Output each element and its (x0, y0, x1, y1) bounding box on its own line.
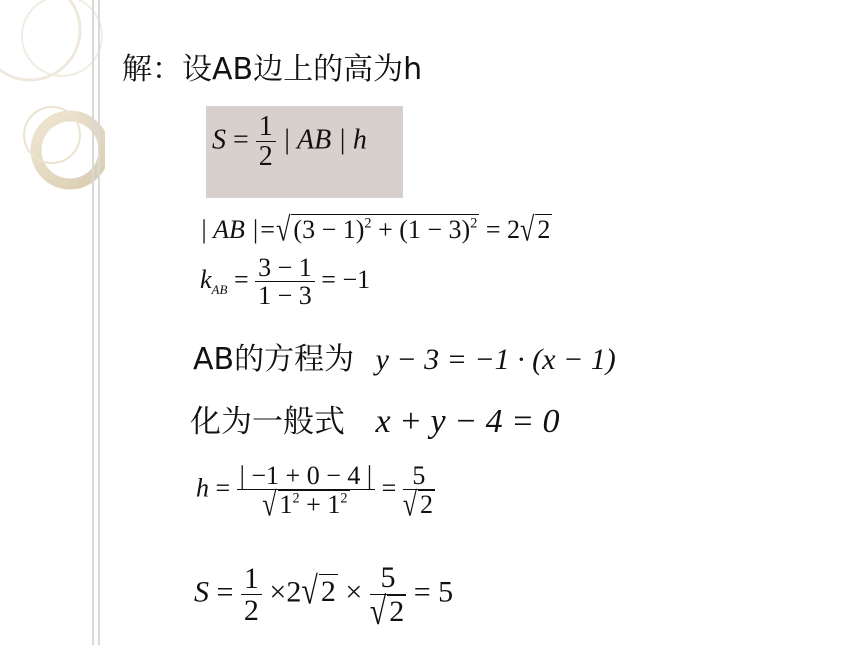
decorative-rings (0, 0, 105, 645)
solution-heading: 解：设AB边上的高为h (122, 52, 423, 87)
line-equation: AB的方程为 y − 3 = −1 · (x − 1) (193, 342, 616, 377)
general-form-equation: 化为一般式 x + y − 4 = 0 (190, 403, 560, 440)
divider-line-2 (98, 0, 100, 645)
ab-length-formula: | AB |=√ $(3 - 1)^2 + (1 - 3)^2 = 2√$ 2 (200, 210, 551, 249)
divider-line-1 (92, 0, 94, 645)
height-formula: h = $\frac{| -1 + 0 - 4 |}{√ 1^2 + 1^2}$ = $\frac{5}{√ 2}$ (196, 461, 434, 524)
area-formula: S = $\frac{1}{2}$ | AB | h (212, 111, 367, 173)
slope-formula: $k_{AB}$ = $\frac{3 - 1}{1 - 3}$ = −1 (200, 253, 371, 311)
final-area-formula: S = $\frac{1}{2}$ ×2√ 2 × $\frac{5}{√ 2}$ = 5 (194, 561, 454, 633)
